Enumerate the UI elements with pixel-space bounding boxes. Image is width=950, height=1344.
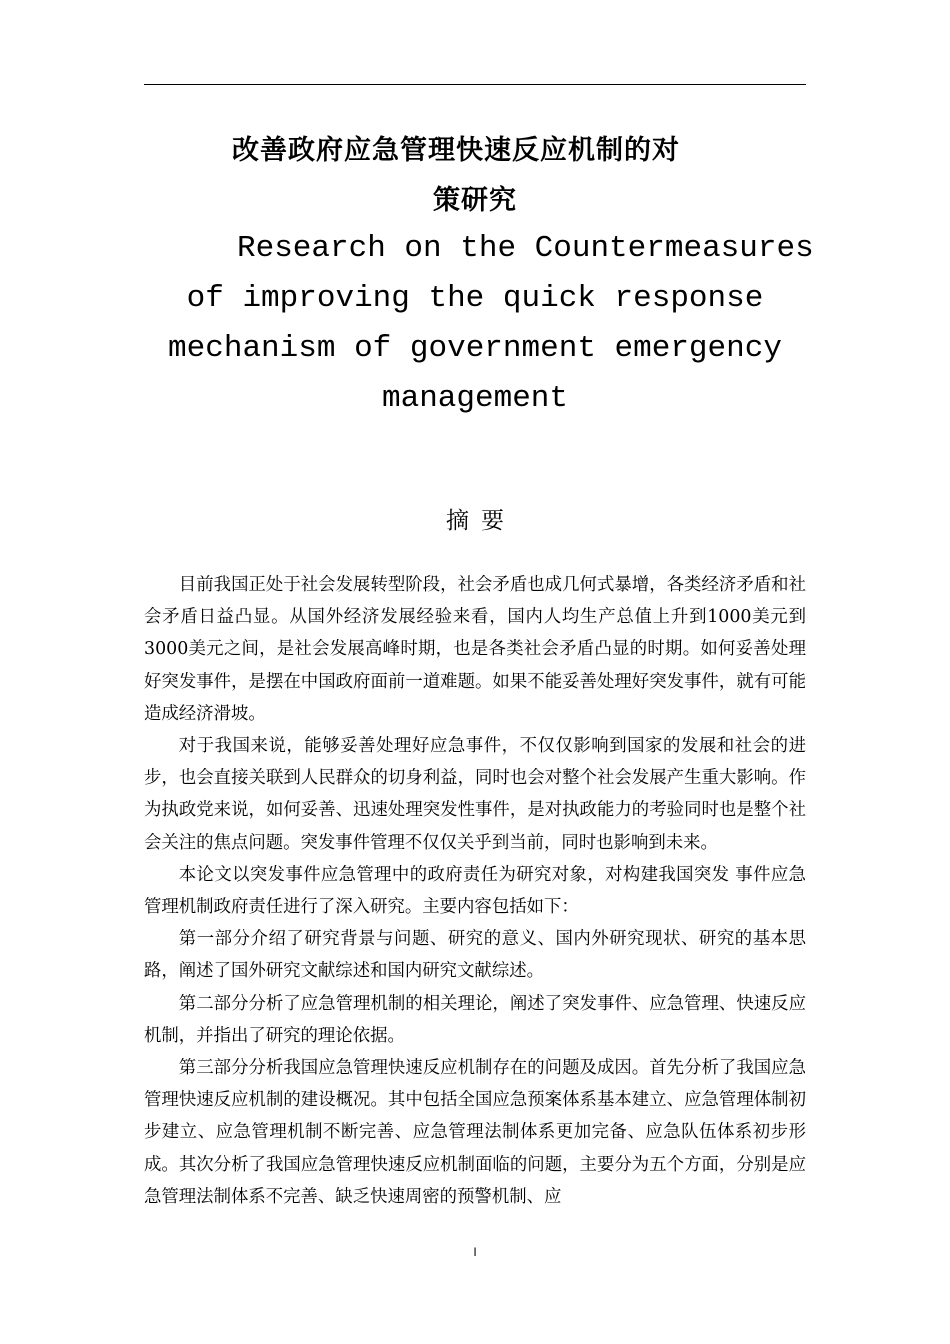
chinese-title-line-1: 改善政府应急管理快速反应机制的对	[232, 135, 680, 166]
abstract-body	[144, 569, 806, 1213]
page-number: I	[473, 1245, 477, 1259]
english-title-line-4: management	[381, 381, 569, 416]
abstract-paragraph: 第二部分分析了应急管理机制的相关理论，阐述了突发事件、应急管理、快速反应机制，并指出了研究的理论依据。	[144, 993, 806, 1046]
abstract-paragraph: 对于我国来说，能够妥善处理好应急事件，不仅仅影响到国家的发展和社会的进步，也会直接关联到人民群众的切身利益，同时也会对整个社会发展产生重大影响。作为执政党来说，如何妥善、迅速处理突发性事件，是对执政能力的考验同时也是整个社会关注的焦点问题。突发事件管理不仅仅关乎到当前，同时也影响到未来。	[144, 736, 806, 853]
abstract-paragraph: 第一部分介绍了研究背景与问题、研究的意义、国内外研究现状、研究的基本思路，阐述了国外研究文献综述和国内研究文献综述。	[144, 929, 806, 982]
header-rule	[144, 84, 806, 85]
abstract-paragraph: 目前我国正处于社会发展转型阶段，社会矛盾也成几何式暴增，各类经济矛盾和社会矛盾日益凸显。从国外经济发展经验来看，国内人均生产总值上升到1000美元到3000美元之间，是社会发展高峰时期，也是各类社会矛盾凸显的时期。如何妥善处理好突发事件，是摆在中国政府面前一道难题。如果不能妥善处理好突发事件，就有可能造成经济滑坡。	[144, 575, 806, 724]
abstract-heading: 摘要	[446, 508, 516, 534]
abstract-paragraph: 本论文以突发事件应急管理中的政府责任为研究对象，对构建我国突发 事件应急管理机制政府责任进行了深入研究。主要内容包括如下：	[144, 864, 806, 918]
english-title-line-1: Research on the Countermeasures	[237, 231, 814, 266]
english-title-line-2: of improving the quick response	[186, 281, 764, 316]
abstract-paragraph: 第三部分分析我国应急管理快速反应机制存在的问题及成因。首先分析了我国应急管理快速反应机制的建设概况。其中包括全国应急预案体系基本建立、应急管理体制初步建立、应急管理机制不断完善、应急管理法制体系更加完备、应急队伍体系初步形成。其次分析了我国应急管理快速反应机制面临的问题，主要分为五个方面，分别是应急管理法制体系不完善、缺乏快速周密的预警机制、应	[144, 1058, 806, 1207]
english-title-line-3: mechanism of government emergency	[168, 331, 782, 366]
chinese-title-line-2: 策研究	[433, 185, 517, 216]
